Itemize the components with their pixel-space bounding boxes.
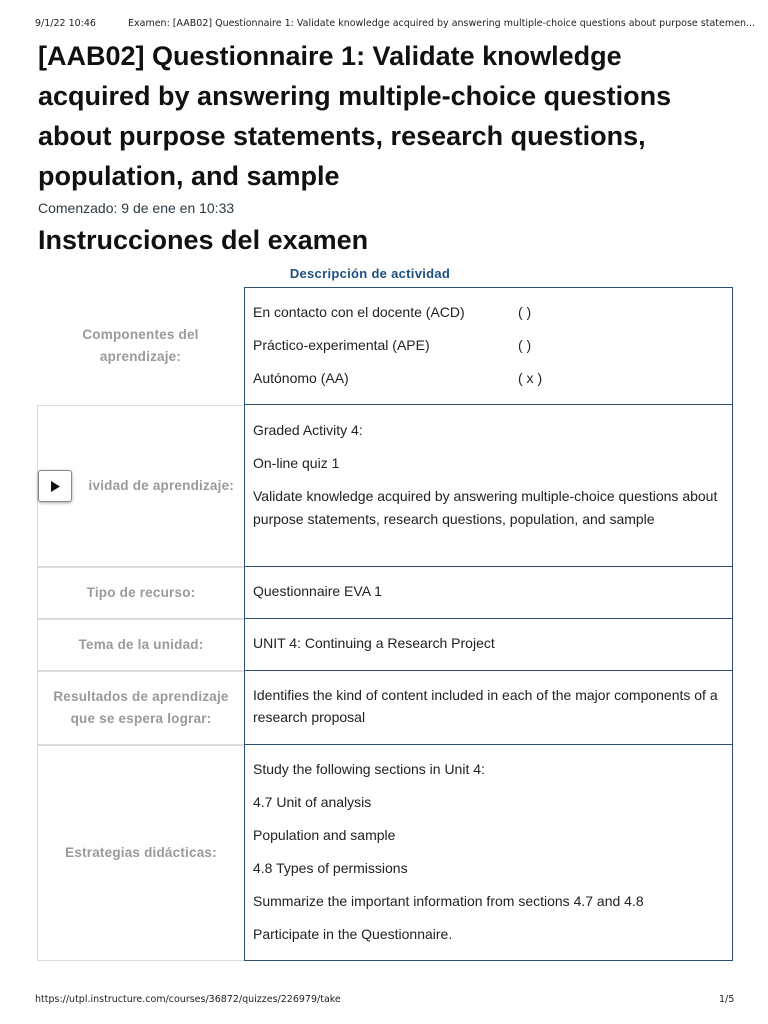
component-line-acd xyxy=(253,296,724,329)
strategy-line: Summarize the important information from sections 4.7 and 4.8 xyxy=(253,893,644,909)
row-value-components xyxy=(244,287,733,405)
component-text: En contacto con el docente (ACD) xyxy=(253,304,465,320)
instructions-heading: Instrucciones del examen xyxy=(38,225,369,255)
component-text: Autónomo (AA) xyxy=(253,370,349,386)
component-line-aa xyxy=(253,362,724,395)
activity-line: Graded Activity 4: xyxy=(253,422,363,438)
row-value-resource xyxy=(244,567,733,619)
row-label-strategies: Estrategias didácticas: xyxy=(37,745,244,961)
strategy-line: 4.8 Types of permissions xyxy=(253,860,408,876)
row-label-unit: Tema de la unidad: xyxy=(37,619,244,671)
media-play-button[interactable] xyxy=(38,470,72,502)
print-header xyxy=(0,0,768,29)
component-mark: ( x ) xyxy=(518,370,543,386)
unit-value: UNIT 4: Continuing a Research Project xyxy=(253,635,495,651)
print-page-number: 1/5 xyxy=(719,994,735,1005)
strategy-line: Population and sample xyxy=(253,827,396,843)
quiz-title: [AAB02] Questionnaire 1: Validate knowledge acquired by answering multiple-choice questions about purpose statements, research questions, population, and sample xyxy=(38,41,672,191)
print-url: https://utpl.instructure.com/courses/36872/quizzes/226979/take xyxy=(35,994,341,1005)
component-mark: ( ) xyxy=(518,337,532,353)
quiz-started-time: Comenzado: 9 de ene en 10:33 xyxy=(38,200,235,216)
print-document-title: Examen: [AAB02] Questionnaire 1: Validate knowledge acquired by answering multiple-choice questions about purpose statemen... xyxy=(128,18,756,29)
row-value-unit xyxy=(244,619,733,671)
strategy-line: Study the following sections in Unit 4: xyxy=(253,761,485,777)
row-value-outcomes xyxy=(244,671,733,745)
row-value-activity xyxy=(244,405,733,567)
component-mark: ( ) xyxy=(518,304,532,320)
row-resource xyxy=(37,567,733,619)
play-icon xyxy=(50,481,60,492)
row-label-components: Componentes del aprendizaje: xyxy=(82,327,199,364)
strategy-line: 4.7 Unit of analysis xyxy=(253,794,372,810)
row-activity xyxy=(37,405,733,567)
activity-line: On-line quiz 1 xyxy=(253,455,340,471)
row-components xyxy=(37,287,733,405)
component-text: Práctico-experimental (APE) xyxy=(253,337,430,353)
resource-value: Questionnaire EVA 1 xyxy=(253,583,382,599)
row-strategies xyxy=(37,745,733,961)
row-unit xyxy=(37,619,733,671)
outcomes-value: Identifies the kind of content included in each of the major components of a research proposal xyxy=(253,687,718,725)
table-caption: Descripción de actividad xyxy=(289,266,451,281)
print-date: 9/1/22 10:46 xyxy=(35,18,96,29)
row-label-outcomes: Resultados de aprendizaje que se espera lograr: xyxy=(37,671,244,745)
row-label-activity: ividad de aprendizaje: xyxy=(37,405,244,567)
activity-line: Validate knowledge acquired by answering multiple-choice questions about purpose statements, research questions, population, and sample xyxy=(253,488,718,527)
strategy-line: Participate in the Questionnaire. xyxy=(253,926,453,942)
row-label-resource: Tipo de recurso: xyxy=(37,567,244,619)
row-value-strategies xyxy=(244,745,733,961)
component-line-ape xyxy=(253,329,724,362)
print-footer xyxy=(0,992,768,1010)
row-outcomes xyxy=(37,671,733,745)
